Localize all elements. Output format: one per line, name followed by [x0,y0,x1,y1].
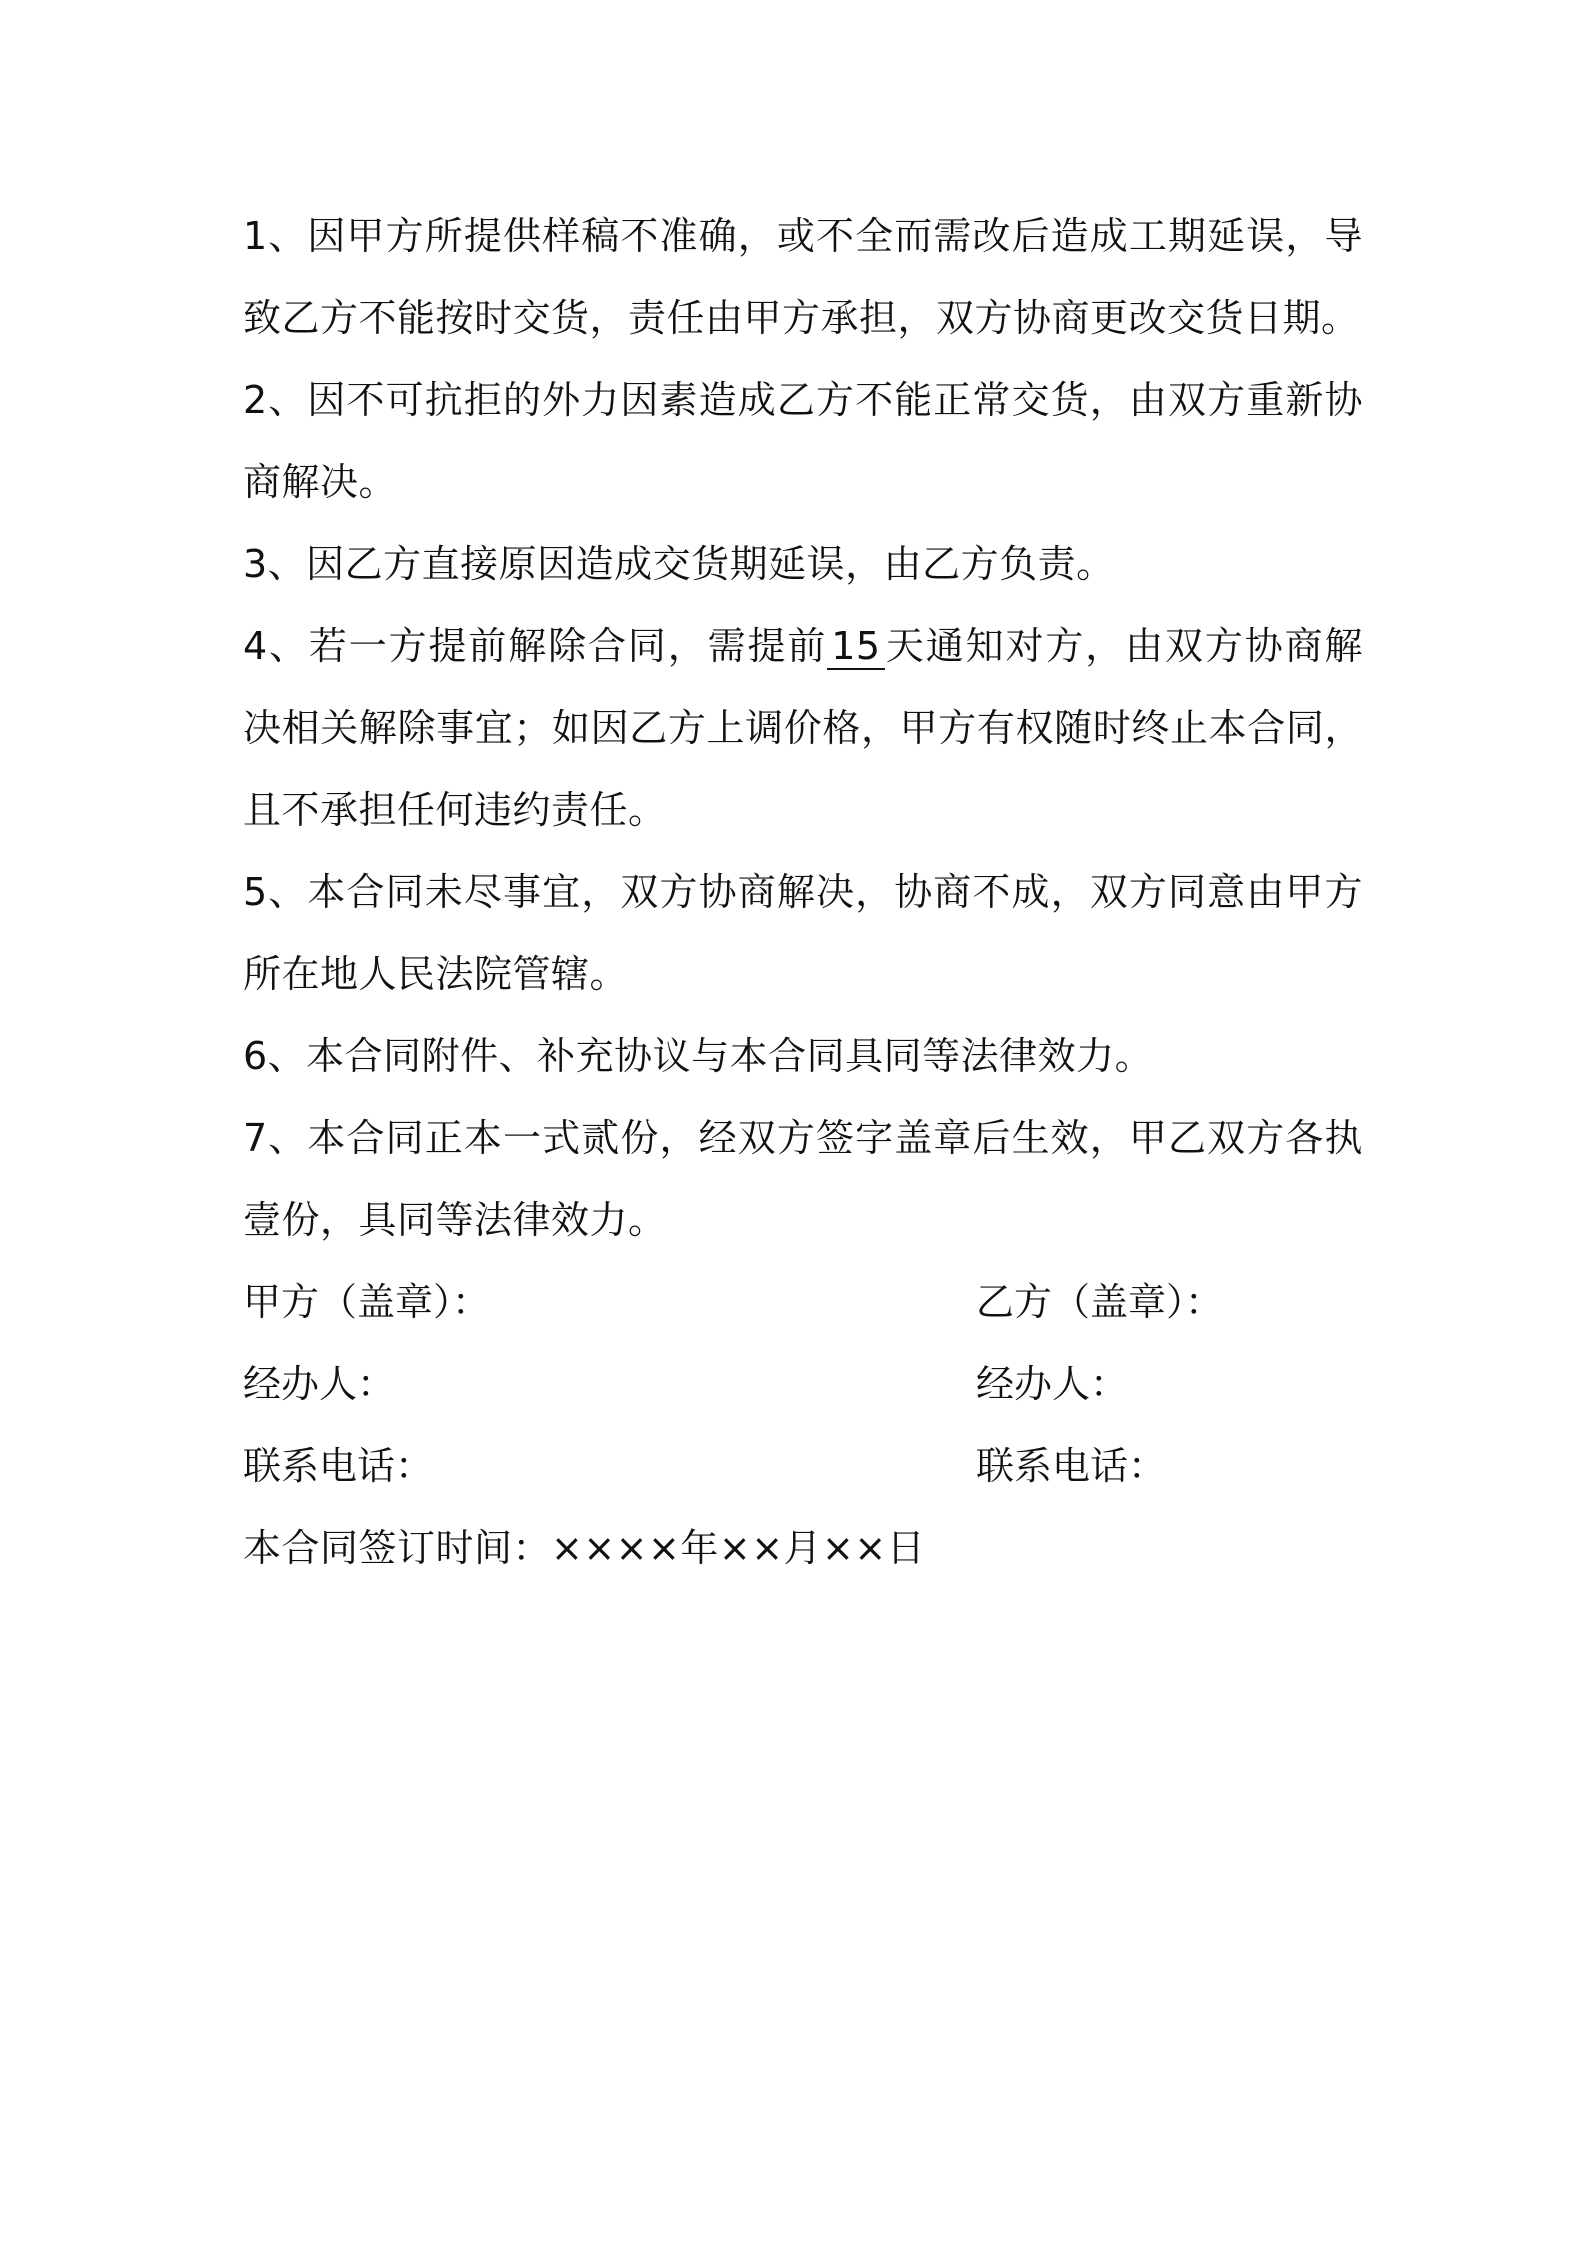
contract-document [243,195,1363,1589]
clause-4-text-before: 4、若一方提前解除合同，需提前 [243,624,828,668]
signature-agent-row [243,1343,1363,1425]
party-b-phone-label: 联系电话： [976,1444,1167,1488]
party-b-agent-label: 经办人： [976,1362,1129,1406]
clause-4 [243,605,1363,851]
clause-2: 2、因不可抗拒的外力因素造成乙方不能正常交货，由双方重新协商解决。 [243,378,1363,504]
party-a-seal-label: 甲方（盖章）： [243,1280,491,1324]
notice-days-underlined: 15 [827,624,884,670]
signing-date-line: 本合同签订时间：××××年××月××日 [243,1526,926,1570]
party-b-seal-label: 乙方（盖章）： [976,1280,1224,1324]
party-a-agent-label: 经办人： [243,1362,396,1406]
signature-phone-row [243,1425,1363,1507]
clause-6: 6、本合同附件、补充协议与本合同具同等法律效力。 [243,1034,1154,1078]
clause-4-text-after: 天通知对方，由双方协商解决相关解除事宜；如因乙方上调价格，甲方有权随时终止本合同，且不承担任何违约责任。 [243,624,1363,832]
clause-1: 1、因甲方所提供样稿不准确，或不全而需改后造成工期延误，导致乙方不能按时交货，责任由甲方承担，双方协商更改交货日期。 [243,214,1363,340]
signature-seal-row [243,1261,1363,1343]
clause-5: 5、本合同未尽事宜，双方协商解决，协商不成，双方同意由甲方所在地人民法院管辖。 [243,870,1363,996]
party-a-phone-label: 联系电话： [243,1444,434,1488]
clause-3: 3、因乙方直接原因造成交货期延误，由乙方负责。 [243,542,1115,586]
clause-7: 7、本合同正本一式贰份，经双方签字盖章后生效，甲乙双方各执壹份，具同等法律效力。 [243,1116,1363,1242]
